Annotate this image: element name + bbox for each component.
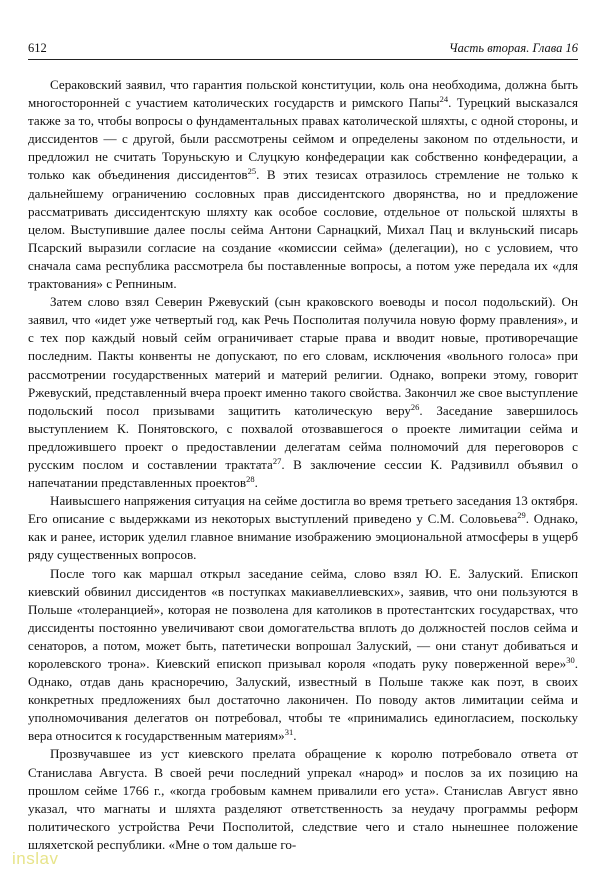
watermark: inslav [12, 849, 59, 868]
paragraph-1: Сераковский заявил, что гарантия польской конституции, коль она необходима, должна быть многосторонней с участием католических государств и римского Папы$^{24}$. Турецкий высказался также за то, чтобы вопросы о фундаментальных правах католической шляхты, с одной стороны, и диссидентов — с другой, были рассмотрены сеймом и определены законом по отдельности, и предложил не считать Торуньскую и Слуцкую конфедерации как собственно конфедерации, а только как объединения диссидентов$^{25}$. В этих тезисах отразилось стремление не только к дальнейшему ограничению сословных прав диссидентского дворянства, но и предложение рассматривать диссидентскую шляхту как особое сословие, отдельное от польской шляхты в целом. Выступившие далее послы сейма Антони Сарнацкий, Михал Пац и вклуньский писарь Псарский выразили согласие на создание «комиссии сейма» (делегации), но с условием, что сначала сама республика рассмотрела бы поставленные вопросы, а потом уже передала их «для трактования» с Репниным. [28, 77, 578, 292]
running-title: Часть вторая. Глава 16 [448, 41, 578, 55]
paragraph-3: Наивысшего напряжения ситуация на сейме достигла во время третьего заседания 13 октября. Его описание с выдержками из некоторых выступлений приведено у С.М. Соловьева$^{29}$. Однако, как и ранее, историк уделил главное внимание изображению эмоциональной атмосферы в ущерб ряду существенных вопросов. [28, 493, 579, 563]
page-number: 612 [28, 41, 47, 55]
footnote-ref: 26 [410, 401, 420, 412]
footnote-ref: 25 [247, 166, 257, 177]
footnote-ref: 29 [517, 510, 526, 521]
footnote-ref: 27 [272, 455, 282, 466]
footnote-ref: 31 [284, 727, 294, 738]
paragraph-4: После того как маршал открыл заседание сейма, слово взял Ю. Е. Залуский. Епископ киевский обвинил диссидентов «в поступках макиавеллиевских», заявив, что они пользуются в Польше «толеранцией», которая не позволена для католиков в протестантских государствах, что диссиденты постоянно увеличивают свои домогательства вплоть до должностей послов сейма и сенаторов, а потом, может быть, патетически вопрошал Залуский, — они станут добиваться и королевского трона». Киевский епископ призывал короля «подать руку поверженной вере»$^{30}$. Однако, отдав дань красноречию, Залуский, известный в Польше также как поэт, в своих конкретных предложениях был достаточно лаконичен. По поводу актов лимитации сейма и уполномочивания делегатов он потребовал, чтобы те «принимались единогласием, поскольку вера относится к государственным материям»$^{31}$. [28, 565, 578, 744]
paragraph-5: Прозвучавшее из уст киевского прелата обращение к королю потребовало ответа от Станислава Августа. В своей речи последний упрекал «народ» и послов за их позицию на прошлом сейме 1766 г., «когда гробовым камнем привалили его уста». Станислав Август явно указал, что магнаты и шляхта разделяют ответственность за неудачу программы реформ политического устройства Речи Посполитой, следствие чего и стало нынешнее положение шляхетской республики. «Мне о том дальше го- [28, 746, 578, 852]
footnote-ref: 30 [566, 655, 575, 665]
paragraph-2: Затем слово взял Северин Ржевуский (сын краковского воеводы и посол подольский). Он заявил, что «идет уже четвертый год, как Речь Посполитая получила новую форму правления», и с тех пор каждый новый сейм ограничивает старые права и вводит новые, противоречащие последним. Пакты конвенты не допускают, по его словам, исключения «вольного голоса» при рассмотрении государственных материй и материй религии. Однако, вопреки этому, говорит Ржевуский, представленный вчера проект именно такого свойства. Закончил же свое выступление подольский посол призывами защитить католическую веру$^{26}$. Заседание завершилось выступлением К. Понятовского, с похвалой отозвавшегося о проекте лимитации сейма и предложившего проект о предоставлении делегатам сейма полномочий для переговоров с русским послом и составлении трактата$^{27}$. В заключение сессии К. Радзивилл объявил о напечатании представленных проектов$^{28}$. [28, 294, 578, 491]
body-text [28, 76, 578, 854]
header-rule [28, 59, 578, 60]
footnote-ref: 24 [439, 94, 449, 105]
page-header [28, 38, 578, 58]
footnote-ref: 28 [246, 474, 255, 485]
